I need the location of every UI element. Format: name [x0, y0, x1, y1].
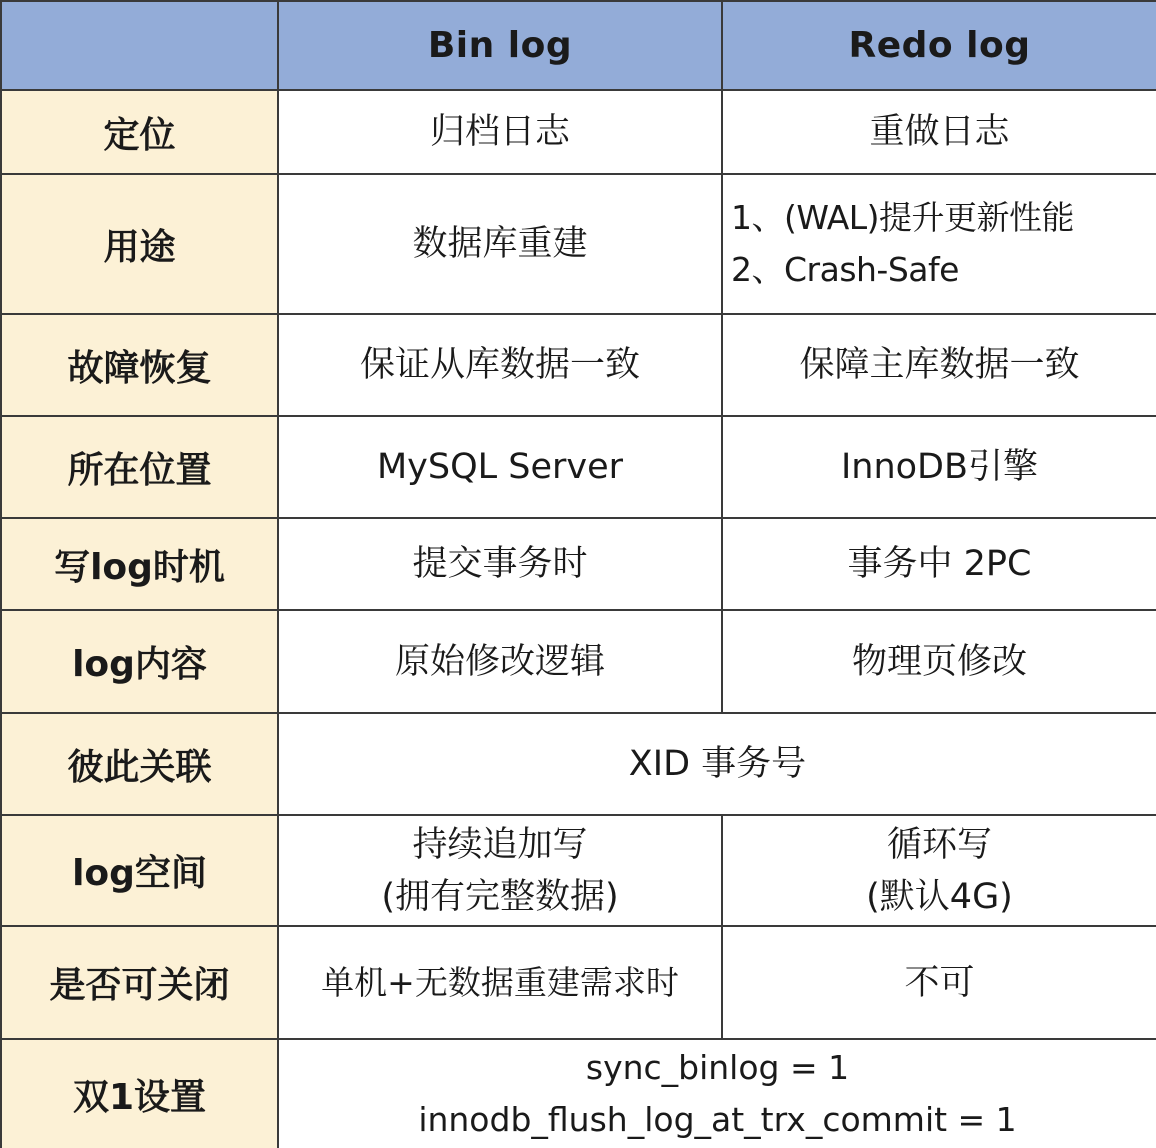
table-row	[1, 314, 1156, 416]
redolog-column-header: Redo log	[722, 1, 1156, 90]
redolog-cell: 保障主库数据一致	[722, 314, 1156, 416]
redolog-line: 2、Crash-Safe	[731, 250, 959, 289]
corner-cell	[1, 1, 278, 90]
binlog-cell: 数据库重建	[278, 174, 722, 314]
redolog-cell: InnoDB引擎	[722, 416, 1156, 518]
table-row	[1, 610, 1156, 713]
table-row	[1, 174, 1156, 314]
row-label: 所在位置	[1, 416, 278, 518]
row-label: log空间	[1, 815, 278, 926]
redolog-cell	[722, 174, 1156, 314]
row-label: 双1设置	[1, 1039, 278, 1148]
redolog-cell: 物理页修改	[722, 610, 1156, 713]
redolog-line: 循环写	[886, 824, 992, 865]
binlog-cell: 单机+无数据重建需求时	[278, 926, 722, 1039]
redolog-cell: 事务中 2PC	[722, 518, 1156, 610]
merged-cell: XID 事务号	[278, 713, 1156, 815]
table-row	[1, 815, 1156, 926]
table-row	[1, 90, 1156, 174]
row-label: log内容	[1, 610, 278, 713]
row-label: 定位	[1, 90, 278, 174]
binlog-cell: 归档日志	[278, 90, 722, 174]
redolog-line: (默认4G)	[866, 876, 1013, 917]
table-row	[1, 926, 1156, 1039]
redolog-line: 1、(WAL)提升更新性能	[731, 198, 1075, 237]
merged-line: innodb_flush_log_at_trx_commit = 1	[418, 1100, 1017, 1139]
binlog-cell: MySQL Server	[278, 416, 722, 518]
binlog-cell: 提交事务时	[278, 518, 722, 610]
table-row	[1, 416, 1156, 518]
binlog-cell: 原始修改逻辑	[278, 610, 722, 713]
binlog-line: (拥有完整数据)	[381, 876, 619, 917]
row-label: 是否可关闭	[1, 926, 278, 1039]
header-row	[1, 1, 1156, 90]
table-row	[1, 1039, 1156, 1148]
redolog-cell: 重做日志	[722, 90, 1156, 174]
binlog-line: 持续追加写	[412, 824, 588, 865]
row-label: 故障恢复	[1, 314, 278, 416]
row-label: 彼此关联	[1, 713, 278, 815]
table-row	[1, 518, 1156, 610]
binlog-column-header: Bin log	[278, 1, 722, 90]
redolog-cell: 不可	[722, 926, 1156, 1039]
table-row	[1, 713, 1156, 815]
row-label: 写log时机	[1, 518, 278, 610]
row-label: 用途	[1, 174, 278, 314]
merged-line: sync_binlog = 1	[585, 1048, 850, 1087]
binlog-cell: 保证从库数据一致	[278, 314, 722, 416]
redolog-cell	[722, 815, 1156, 926]
binlog-cell	[278, 815, 722, 926]
merged-cell	[278, 1039, 1156, 1148]
